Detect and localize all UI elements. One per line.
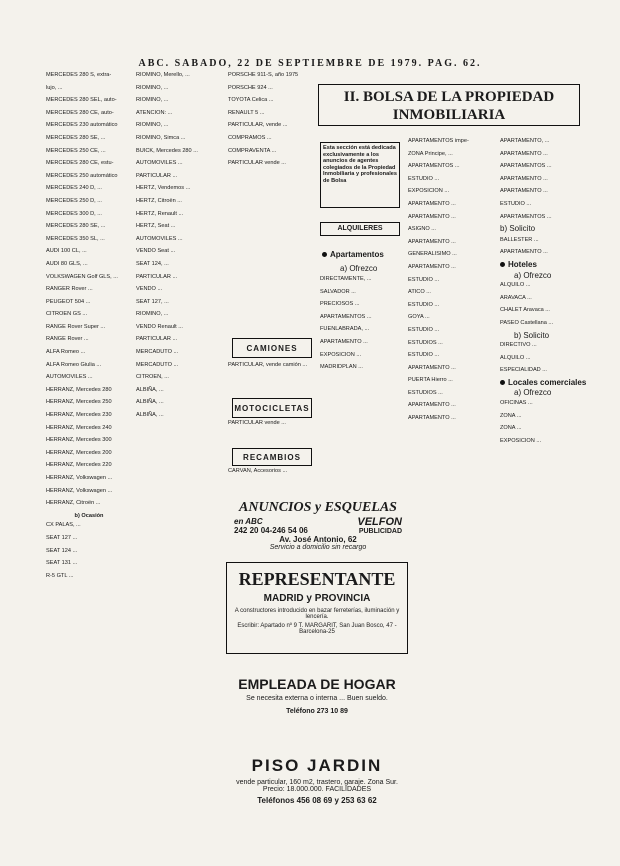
classified-entry: SALVADOR ... (320, 288, 356, 295)
classified-entry: HERTZ, Vendemos ... (136, 185, 191, 192)
classified-entry: RIOMINO, ... (136, 122, 169, 129)
column-5 (408, 138, 500, 838)
classified-entry: RIOMINO, Merello, ... (136, 72, 190, 78)
classified-entry: MERCEDES 280 SE, ... (46, 134, 106, 141)
classified-entry: APARTAMENTO ... (408, 364, 456, 371)
classified-entry: ALQUILO ... (500, 354, 531, 361)
classified-entry: FUENLABRADA, ... (320, 326, 370, 333)
classified-entry: SEAT 131 ... (46, 560, 78, 567)
classified-entry: ASIGNO ... (408, 226, 436, 233)
classified-entry: EXPOSICION ... (320, 351, 362, 358)
classified-entry: SEAT 124, ... (136, 260, 169, 267)
notice-box: Esta sección está dedicada exclusivamente a los anuncios de agentes colegiados de la Propiedad Inmobiliaria y profesionales de Bolsa (320, 142, 400, 208)
classified-entry: APARTAMENTO ... (500, 188, 548, 195)
classified-entry: ATENCION: ... (136, 109, 173, 116)
piso-text: vende particular, 160 m2, trastero, garaje. Zona Sur. Precio: 18.000.000. FACILIDADES (236, 779, 398, 793)
classified-entry: APARTAMENTO ... (408, 200, 456, 207)
classified-entry: GENERALISIMO ... (408, 251, 457, 258)
empleada-text: Se necesita externa o interna ... Buen sueldo. (246, 695, 388, 702)
classified-entry: HERRANZ, Mercedes 220 (46, 462, 112, 469)
bullet-icon (500, 380, 505, 385)
subhead-locales (500, 377, 590, 387)
ad-empleada (226, 676, 408, 715)
classified-entry: ESTUDIO ... (408, 276, 440, 283)
classified-entry: AUTOMOVILES ... (136, 160, 183, 167)
classified-entry: MERCEDES 300 D, ... (46, 210, 102, 217)
classified-entry: SEAT 124 ... (46, 547, 78, 554)
ad-representante (226, 562, 408, 654)
classified-entry: lujo, ... (46, 84, 63, 91)
classified-entry: RANGE Rover Super ... (46, 323, 106, 330)
empleada-phone: Teléfono 273 10 89 (286, 708, 348, 715)
classified-entry: AUDI 100 CL, ... (46, 248, 87, 255)
section-box-alquileres: ALQUILERES (320, 222, 400, 236)
classified-entry: SEAT 127 ... (46, 534, 78, 541)
classified-entry: VOLKSWAGEN Golf GLS, ... (46, 273, 118, 280)
classified-entry: ALQUILO ... (500, 282, 531, 289)
classified-entry: PARTICULAR, vende ... (228, 122, 288, 129)
classified-entry: AUTOMOVILES ... (136, 235, 183, 242)
classified-entry: HERRANZ, Mercedes 250 (46, 399, 112, 406)
classified-entry: ATICO ... (408, 289, 431, 296)
classified-entry: HERRANZ, Volkswagen ... (46, 475, 113, 481)
classified-entry: HERTZ, Seat ... (136, 223, 176, 230)
classified-entry: RENAULT 5 ... (228, 109, 265, 116)
classified-entry: MERCEDES 250 automático (46, 172, 118, 179)
piso-phone: Teléfonos 456 08 69 y 253 63 62 (257, 796, 377, 805)
classified-entry: HERRANZ, Mercedes 280 (46, 386, 112, 393)
classified-entry: PORSCHE 924 ... (228, 84, 273, 91)
rep-sub: MADRID y PROVINCIA (263, 593, 371, 604)
classified-entry: CITROEN, ... (136, 374, 169, 381)
section-box-camiones: CAMIONES (232, 338, 312, 358)
classified-entry: HERRANZ, Citroën ... (46, 500, 101, 507)
classified-entry: VENDO Seat ... (136, 248, 176, 255)
classified-list (228, 72, 316, 167)
classified-entry: BALLESTER ... (500, 236, 539, 243)
subhead-loc-ofrezco: a) Ofrezco (514, 388, 552, 398)
rep-contact: Escribir: Apartado nº 9 T. MARGARIT, San Juan Bosco, 47 - Barcelona-25 (237, 623, 397, 635)
classified-entry: PARTICULAR ... (136, 273, 178, 280)
classified-entry: APARTAMENTO ... (408, 415, 456, 422)
classified-entry: MERCEDES 240 D, ... (46, 185, 102, 192)
classified-entry: MADRIDPLAN ... (320, 364, 363, 371)
classified-entry: GOYA ... (408, 314, 430, 321)
classified-entry: APARTAMENTO ... (500, 175, 548, 182)
classified-entry: APARTAMENTO ... (320, 338, 368, 345)
column-4 (320, 276, 404, 496)
classified-entry: VENDO ... (136, 286, 163, 293)
classified-entry: HERRANZ, Mercedes 300 (46, 437, 112, 444)
classified-entry: MERCADUTO ... (136, 349, 179, 356)
subhead-label: Hoteles (508, 259, 537, 269)
classified-entry: APARTAMENTO, ... (500, 138, 550, 144)
column-6 (500, 138, 590, 838)
rep-text: A constructores introducido en bazar ferreterías, iluminación y lencería. (234, 608, 400, 620)
classified-entry: RANGER Rover ... (46, 286, 93, 293)
subhead-hoteles (500, 259, 590, 269)
classified-entry: APARTAMENTO ... (500, 150, 548, 157)
subhead-apartamentos (322, 250, 384, 259)
ad-anuncios-phone: 242 20 04-246 54 06 (234, 525, 308, 535)
classified-entry: COMPRAVENTA ... (228, 147, 277, 154)
classified-entry: ESTUDIO ... (408, 175, 440, 182)
classified-entry: TOYOTA Celica ... (228, 97, 274, 104)
classified-entry: PARTICULAR ... (136, 336, 178, 343)
classified-entry: HERRANZ, Mercedes 240 (46, 424, 112, 431)
classified-entry: MERCEDES 280 SE, ... (46, 223, 106, 230)
classified-entry: PUERTA Hierro ... (408, 377, 453, 384)
column-3-recambios (228, 468, 316, 492)
classified-entry: MERCEDES 350 SL, ... (46, 235, 105, 242)
classified-entry: PRECIOSOS ... (320, 301, 360, 308)
classified-entry: MERCADUTO ... (136, 361, 179, 368)
subhead-solicito: b) Solicito (500, 224, 536, 234)
classified-entry: ALFA Romeo Giulia ... (46, 361, 102, 368)
classified-entry: CITROEN GS ... (46, 311, 88, 318)
subhead-hot-ofrezco: a) Ofrezco (514, 270, 552, 280)
classified-entry: ESTUDIO ... (500, 200, 532, 207)
classified-entry: APARTAMENTOS ... (408, 163, 460, 170)
classified-entry: BUICK, Mercedes 280 ... (136, 147, 198, 154)
classified-entry: APARTAMENTOS ... (500, 163, 552, 170)
classified-entry: ZONA ... (500, 412, 522, 419)
classified-entry: DIRECTIVO ... (500, 342, 537, 349)
classified-entry: ALBIÑA, ... (136, 399, 164, 406)
classified-entry: PEUGEOT 504 ... (46, 298, 91, 305)
classified-entry: PARTICULAR vende ... (228, 160, 286, 167)
classified-list (500, 237, 590, 256)
bullet-icon (322, 252, 327, 257)
classified-entry: ALFA Romeo ... (46, 349, 86, 356)
classified-entry: ESTUDIOS ... (408, 339, 443, 346)
classified-entry: MERCEDES 250 D, ... (46, 197, 102, 204)
page-header: ABC. SABADO, 22 DE SEPTIEMBRE DE 1979. PAG. 62. (138, 58, 482, 69)
classified-entry: DIRECTAMENTE, ... (320, 276, 372, 282)
classified-entry: MERCEDES 250 CE, ... (46, 147, 106, 154)
empleada-title: EMPLEADA DE HOGAR (238, 676, 396, 692)
subhead-label: Locales comerciales (508, 377, 587, 387)
column-1 (46, 72, 132, 832)
classified-list (500, 400, 590, 444)
ad-anuncios-sub: en ABC (234, 516, 263, 526)
classified-list (46, 72, 132, 507)
section-box-recambios: RECAMBIOS (232, 448, 312, 466)
piso-title: PISO JARDIN (251, 756, 383, 775)
subhead-ofrezco: a) Ofrezco (340, 264, 378, 273)
classified-list (136, 72, 224, 419)
classified-entry: APARTAMENTOS ... (500, 213, 552, 220)
classified-entry: APARTAMENTOS ... (320, 313, 372, 320)
classified-entry: PASEO Castellana ... (500, 319, 554, 326)
classified-entry: APARTAMENTO ... (408, 238, 456, 245)
section-title-bolsa: II. BOLSA DE LA PROPIEDAD INMOBILIARIA (318, 84, 580, 126)
classified-entry: MERCEDES 280 CE, estu- (46, 160, 114, 167)
classified-list (500, 138, 590, 220)
classified-list (320, 276, 404, 371)
classified-entry: APARTAMENTO ... (408, 213, 456, 220)
classified-entry: HERRANZ, Volkswagen ... (46, 487, 113, 494)
ad-servicio: Servicio a domicilio sin recargo (269, 544, 367, 551)
classified-entry: RANGE Rover ... (46, 336, 89, 343)
classified-entry: MERCEDES 280 SEL, auto- (46, 97, 117, 104)
classified-entry: HERTZ, Citroën ... (136, 197, 182, 204)
classified-entry: ZONA Principe, ... (408, 150, 453, 157)
sub-heading: b) Ocasión (74, 512, 104, 519)
classified-entry: MERCEDES 280 CE, auto- (46, 109, 114, 116)
column-3-camiones (228, 362, 316, 392)
classified-entry: EXPOSICION ... (408, 188, 450, 195)
column-3-motos (228, 420, 316, 444)
classified-entry: HERTZ, Renault ... (136, 210, 184, 217)
ad-piso-jardin (226, 756, 408, 805)
classified-entry: R-5 GTL ... (46, 572, 74, 579)
rep-title: REPRESENTANTE (238, 569, 396, 589)
section-box-motocicletas: MOTOCICLETAS (232, 398, 312, 418)
classified-entry: ESPECIALIDAD ... (500, 367, 547, 374)
classified-entry: ARAVACA ... (500, 294, 532, 301)
classified-entry: ZONA ... (500, 425, 522, 432)
classified-entry: RIOMINO, ... (136, 97, 169, 104)
classified-list (500, 282, 590, 326)
classified-entry: ESTUDIO ... (408, 352, 440, 359)
ad-address: Av. José Antonio, 62 (279, 535, 357, 544)
bullet-icon (500, 262, 505, 267)
classified-entry: AUDI 80 GLS, ... (46, 260, 88, 267)
classified-entry: CX PALAS, ... (46, 522, 81, 529)
ad-anuncios (228, 500, 408, 551)
classified-entry: CARVAN, Accesorios ... (228, 468, 288, 474)
column-2 (136, 72, 224, 832)
classified-entry: ESTUDIO ... (408, 301, 440, 308)
classified-entry: EXPOSICION ... (500, 437, 542, 444)
subhead-hot-solicito: b) Solicito (514, 330, 550, 340)
classified-entry: APARTAMENTO ... (408, 402, 456, 409)
classified-entry: MERCEDES 280 S, extra- (46, 72, 112, 78)
classified-entry: ESTUDIO ... (408, 326, 440, 333)
classified-list (46, 522, 132, 579)
classified-entry: CHALET Aravaca ... (500, 307, 550, 314)
classified-entry: APARTAMENTO ... (500, 249, 548, 256)
classified-entry: ALBIÑA, ... (136, 412, 164, 419)
classified-entry: COMPRAMOS ... (228, 134, 272, 141)
subhead-label: Apartamentos (330, 250, 384, 259)
classified-entry: APARTAMENTOS impe- (408, 138, 469, 144)
velfon-logo: VELFON (357, 516, 402, 528)
ad-publicidad: PUBLICIDAD (358, 528, 402, 535)
classified-entry: PORSCHE 911-S, año 1975 (228, 72, 299, 78)
classified-list (500, 342, 590, 374)
classified-entry: ESTUDIOS ... (408, 389, 443, 396)
classified-entry: ALBIÑA, ... (136, 386, 164, 393)
classified-entry: AUTOMOVILES ... (46, 374, 93, 381)
classified-entry: APARTAMENTO ... (408, 263, 456, 270)
classified-entry: MERCEDES 230 automático (46, 122, 118, 129)
classified-entry: OFICINAS ... (500, 400, 533, 407)
classified-entry: PARTICULAR, vende camión ... (228, 362, 308, 368)
classified-entry: HERRANZ, Mercedes 200 (46, 449, 112, 456)
ad-anuncios-title: ANUNCIOS y ESQUELAS (239, 500, 397, 515)
classified-entry: RIOMINO, Simca ... (136, 134, 186, 141)
classified-entry: PARTICULAR ... (136, 172, 178, 179)
classified-entry: RIOMINO, ... (136, 84, 169, 91)
classified-entry: HERRANZ, Mercedes 230 (46, 412, 112, 419)
classified-entry: PARTICULAR vende ... (228, 420, 286, 426)
classified-entry: SEAT 127, ... (136, 298, 169, 305)
classified-list (408, 138, 500, 422)
classified-entry: RIOMINO, ... (136, 311, 169, 318)
classified-entry: VENDO Renault ... (136, 323, 183, 330)
